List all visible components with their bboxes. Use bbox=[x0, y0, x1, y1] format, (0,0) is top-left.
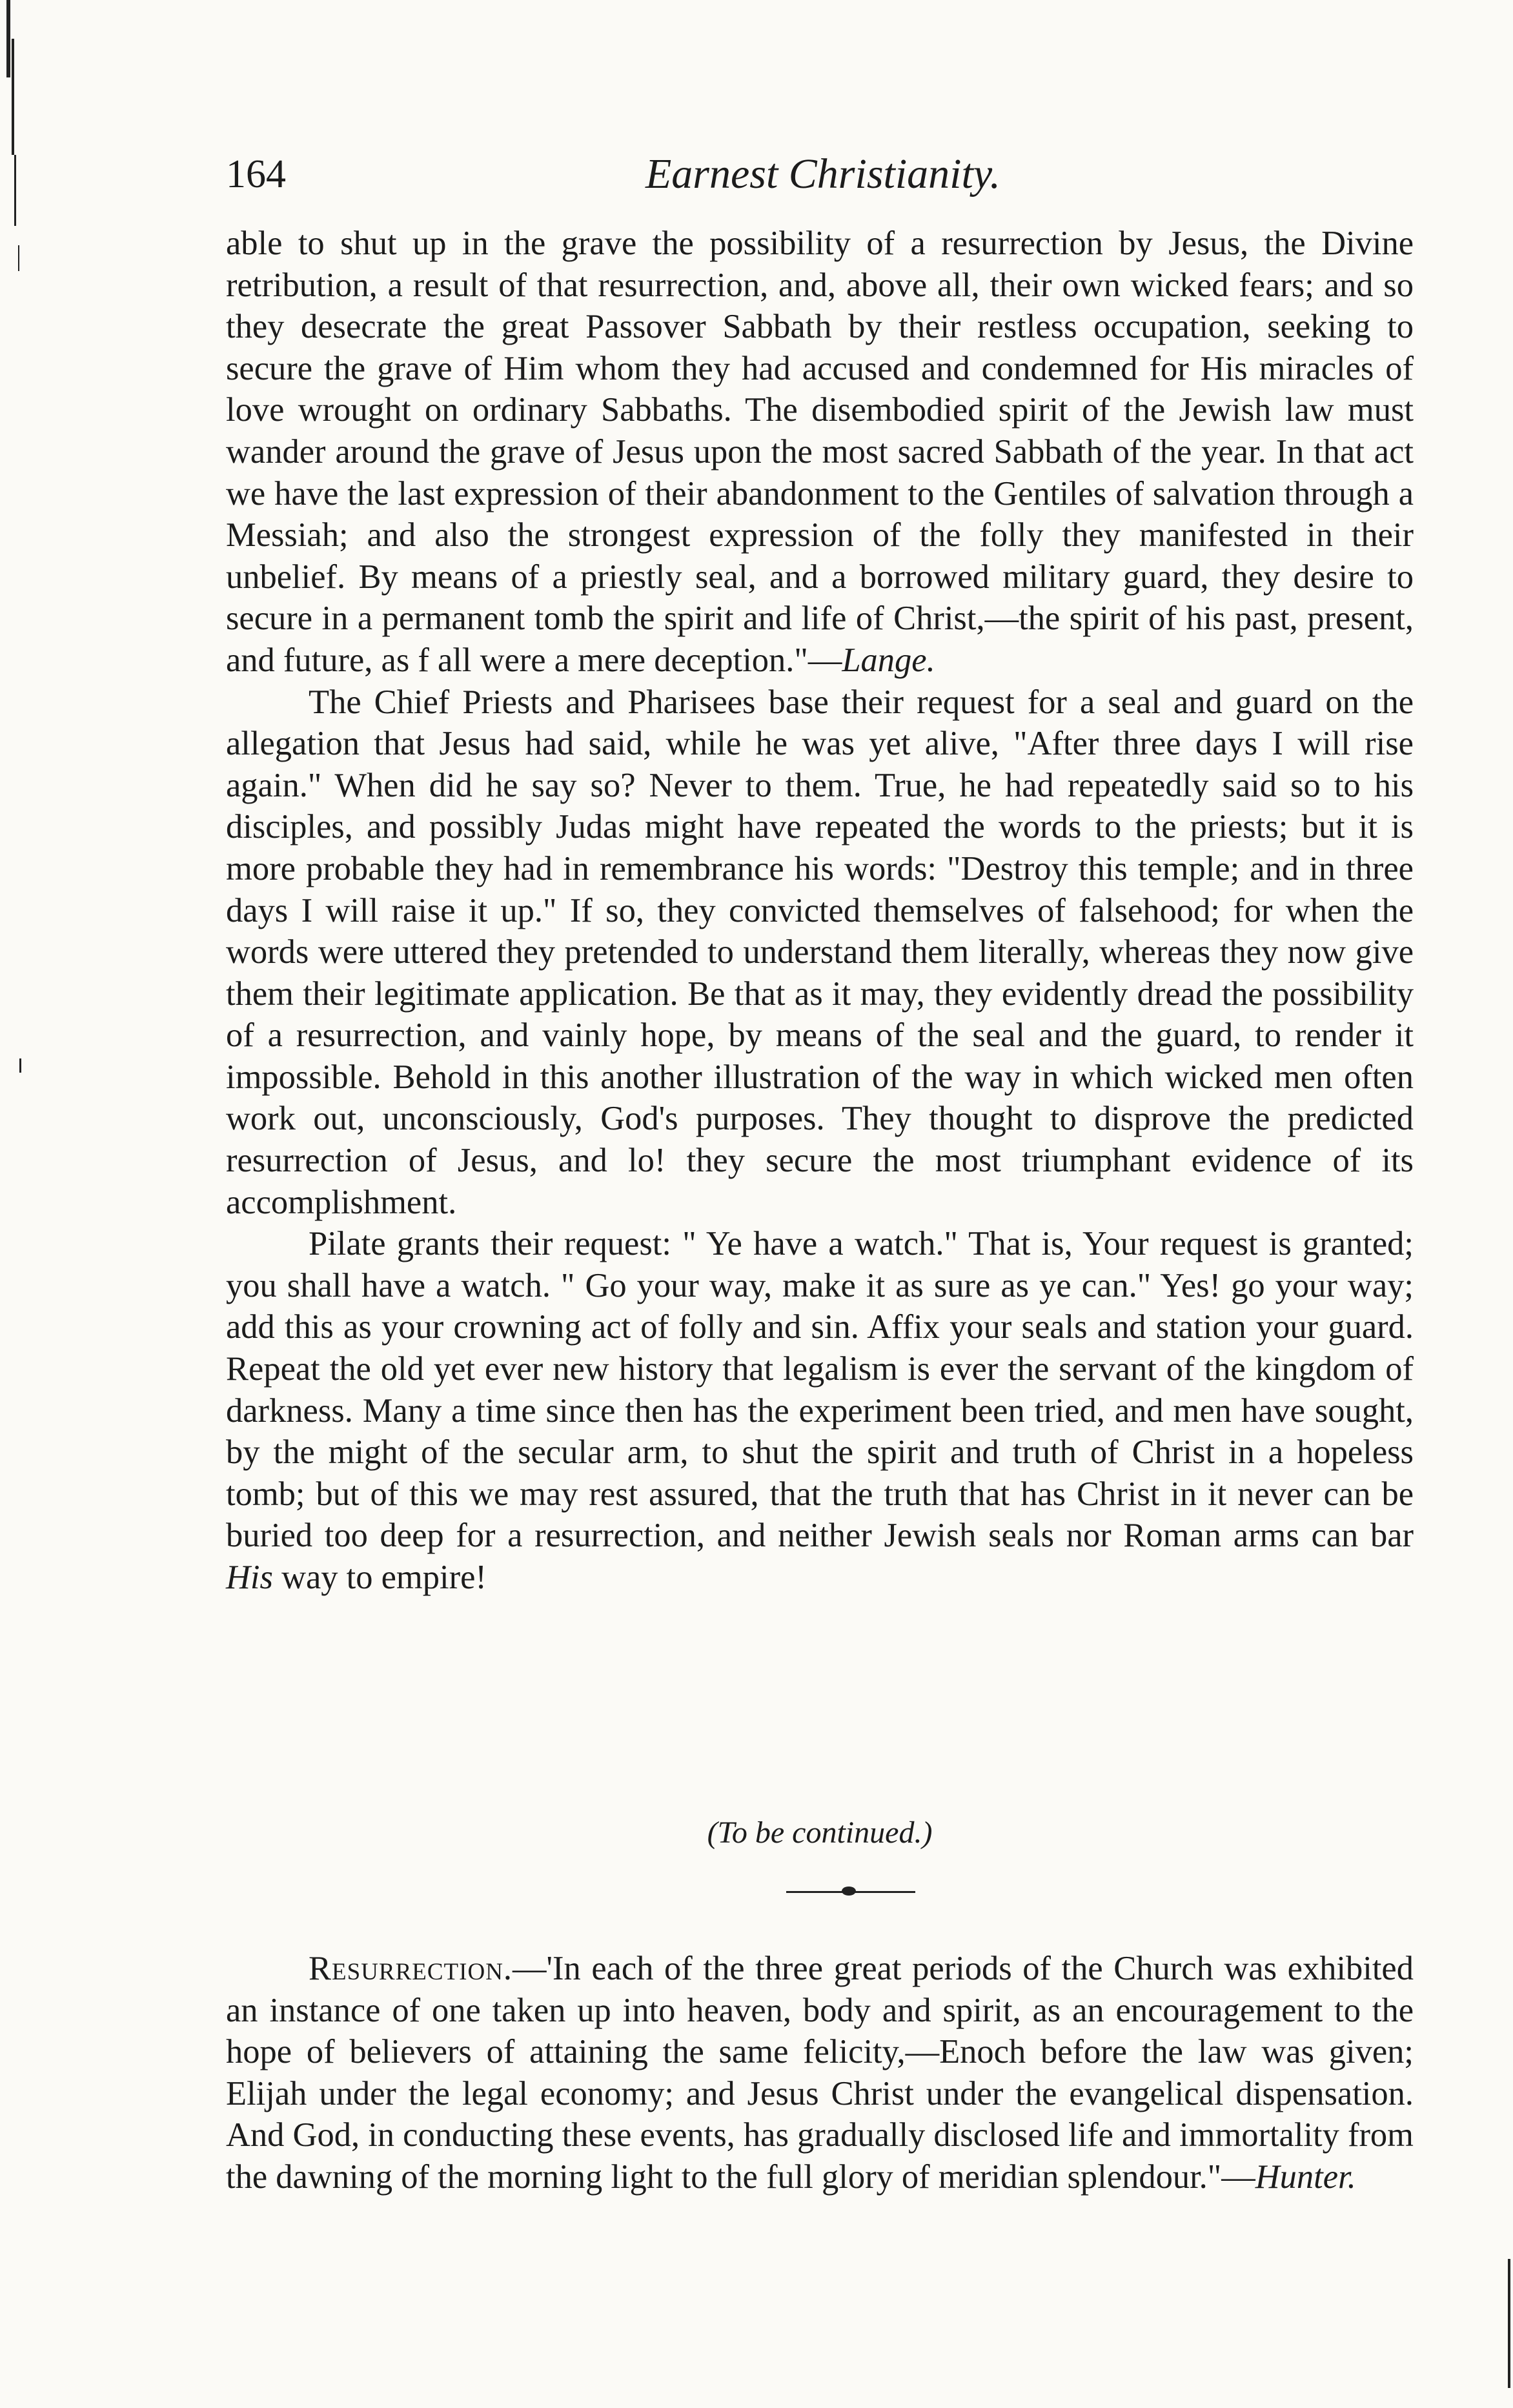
to-be-continued: (To be continued.) bbox=[707, 1816, 933, 1850]
page-number: 164 bbox=[226, 152, 286, 196]
note-heading: Resurrection. bbox=[309, 1950, 513, 1987]
scan-edge-mark bbox=[12, 39, 14, 155]
scan-edge-mark bbox=[19, 1058, 21, 1073]
page-header bbox=[226, 145, 1420, 203]
scan-edge-mark bbox=[18, 245, 19, 271]
note-text: —'In each of the three great periods of the Church was exhibited an instance of one taken up into heaven, body and spirit, as an encouragement to the hope of believers of attaining the same felicity,—Enoch before the law was given; Elijah under the legal economy; and Jesus Christ under the evangelical dispensation. And God, in conducting these events, has gradually disclosed life and immortality from the dawning of the morning light to the full glory of meridian splendour."— bbox=[226, 1950, 1414, 2196]
emphasis: His bbox=[226, 1559, 273, 1596]
attribution: Lange. bbox=[842, 641, 935, 679]
scan-edge-mark bbox=[14, 155, 16, 226]
note-section bbox=[226, 1948, 1414, 2198]
paragraph bbox=[226, 682, 1414, 1224]
paragraph-text: Pilate grants their request: " Ye have a watch." That is, Your request is granted; you shall have a watch. " Go your way, make it as sure as ye can." Yes! go your way; add this as your crowning act of folly and sin. Affix your seals and station your guard. Repeat the old yet ever new history that legalism is ever the servant of the kingdom of darkness. Many a time since then has the experiment been tried, and men have sought, by the might of the secular arm, to shut the spirit and truth of Christ in a hopeless tomb; but of this we may rest assured, that the truth that has Christ in it never can be buried too deep for a resurrection, and neither Jewish seals nor Roman arms can bar bbox=[226, 1225, 1414, 1555]
scan-edge-mark bbox=[1508, 2259, 1510, 2388]
body-text bbox=[226, 223, 1414, 1599]
divider-ornament bbox=[842, 1887, 856, 1896]
attribution: Hunter. bbox=[1255, 2158, 1356, 2196]
paragraph-text: The Chief Priests and Pharisees base their request for a seal and guard on the allegation that Jesus had said, while he was yet alive, "After three days I will rise again." When did he say so? Never to them. True, he had repeatedly said so to his disciples, and possibly Judas might have repeated the words to the priests; but it is more probable they had in remembrance his words: "Destroy this temple; and in three days I will raise it up." If so, they convicted themselves of falsehood; for when the words were uttered they pretended to understand them literally, whereas they now give them their legitimate application. Be that as it may, they evidently dread the possibility of a resurrection, and vainly hope, by means of the seal and the guard, to render it impossible. Behold in this another illustration of the way in which wicked men often work out, unconsciously, God's purposes. They thought to disprove the predicted resurrection of Jesus, and lo! they secure the most triumphant evidence of its accomplishment. bbox=[226, 683, 1414, 1221]
paragraph-text: able to shut up in the grave the possibility of a resurrection by Jesus, the Divine retribution, a result of that resurrection, and, above all, their own wicked fears; and so they desecrate the great Passover Sabbath by their restless occupation, seeking to secure the grave of Him whom they had accused and condemned for His miracles of love wrought on ordinary Sabbaths. The disembodied spirit of the Jewish law must wander around the grave of Jesus upon the most sacred Sabbath of the year. In that act we have the last expression of their abandonment to the Gentiles of salvation through a Messiah; and also the strongest expression of the folly they manifested in their unbelief. By means of a priestly seal, and a borrowed military guard, they desire to secure in a permanent tomb the spirit and life of Christ,—the spirit of his past, present, and future, as f all were a mere deception."— bbox=[226, 225, 1414, 679]
scan-edge-mark bbox=[6, 0, 10, 77]
note-paragraph bbox=[226, 1948, 1414, 2198]
paragraph-continued bbox=[226, 223, 1414, 682]
running-title: Earnest Christianity. bbox=[645, 150, 1001, 197]
paragraph bbox=[226, 1223, 1414, 1598]
paragraph-text: way to empire! bbox=[272, 1559, 487, 1596]
